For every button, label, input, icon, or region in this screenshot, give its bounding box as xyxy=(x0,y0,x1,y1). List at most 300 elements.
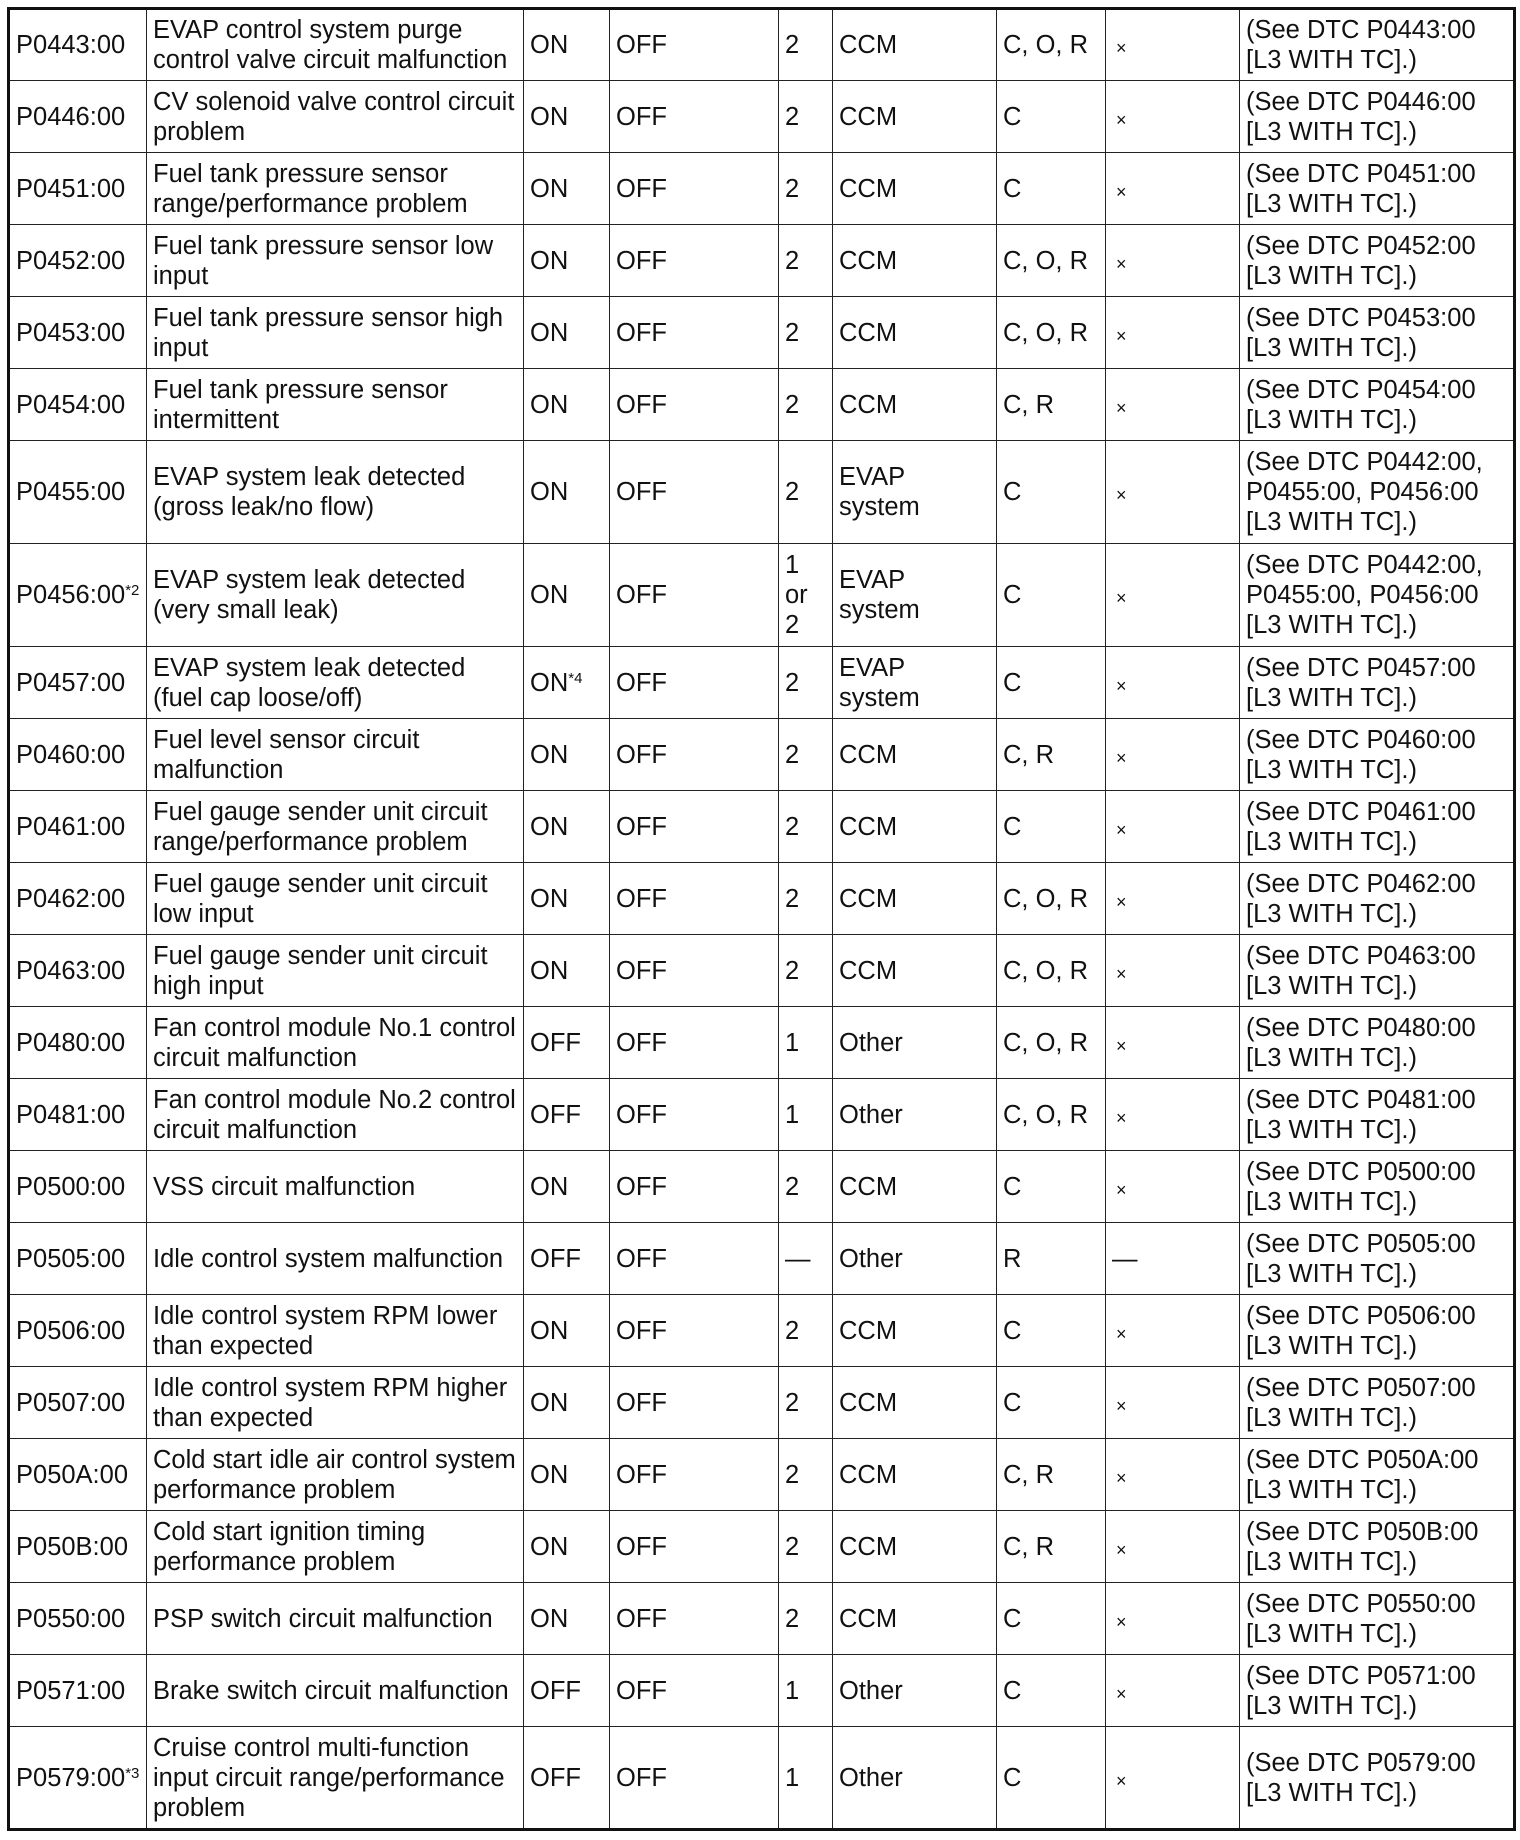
reference-cell xyxy=(1240,9,1515,81)
drive-cycle-line: 2 xyxy=(785,1388,800,1417)
description-line: input xyxy=(153,261,209,290)
monitor-item-cell xyxy=(833,1583,997,1655)
drive-cycle-cell xyxy=(779,1439,833,1511)
status-value: OFF xyxy=(616,174,667,203)
description-cell xyxy=(147,719,524,791)
mil-cell xyxy=(524,81,610,153)
dtc-code: P0451:00 xyxy=(16,174,126,203)
mil-status: OFF xyxy=(530,1244,581,1273)
monitor-item-line: Other xyxy=(839,1028,903,1057)
mil-status: ON xyxy=(530,956,569,985)
applicability-mark: × xyxy=(1116,891,1127,912)
dtc-code-cell xyxy=(9,441,147,544)
description-line: problem xyxy=(153,1793,246,1822)
dtc-type: C, R xyxy=(1003,740,1054,769)
reference-line: (See DTC P0481:00 xyxy=(1246,1085,1476,1114)
table-row xyxy=(9,1655,1515,1727)
description-line: Cold start idle air control system xyxy=(153,1445,516,1474)
applicability-cell xyxy=(1106,1223,1240,1295)
monitor-item-cell xyxy=(833,1079,997,1151)
applicability-mark: × xyxy=(1116,485,1127,505)
dtc-code: P0453:00 xyxy=(16,318,126,347)
drive-cycle-cell xyxy=(779,1295,833,1367)
dtc-type-cell xyxy=(997,1295,1106,1367)
status-cell xyxy=(610,863,779,935)
monitor-item-line: system xyxy=(839,493,920,521)
dtc-code: P0506:00 xyxy=(16,1316,126,1345)
dtc-code-cell xyxy=(9,1511,147,1583)
dtc-code: P0579:00 xyxy=(16,1763,126,1792)
monitor-item-cell xyxy=(833,1439,997,1511)
description-cell xyxy=(147,1583,524,1655)
table-row xyxy=(9,1223,1515,1295)
monitor-item-cell xyxy=(833,369,997,441)
dtc-type-cell xyxy=(997,1583,1106,1655)
monitor-item-cell xyxy=(833,1511,997,1583)
table-row xyxy=(9,225,1515,297)
table-row xyxy=(9,1439,1515,1511)
dtc-code-cell xyxy=(9,544,147,647)
status-cell xyxy=(610,225,779,297)
description-cell xyxy=(147,1151,524,1223)
status-value: OFF xyxy=(616,1460,667,1489)
description-line: Cruise control multi-function xyxy=(153,1733,470,1762)
description-line: Cold start ignition timing xyxy=(153,1517,426,1546)
description-line: intermittent xyxy=(153,405,280,434)
dtc-type: C xyxy=(1003,668,1022,697)
dtc-code-cell xyxy=(9,9,147,81)
status-value: OFF xyxy=(616,318,667,347)
drive-cycle-cell xyxy=(779,863,833,935)
dtc-code-cell xyxy=(9,1367,147,1439)
mil-status: ON xyxy=(530,31,569,59)
reference-cell xyxy=(1240,863,1515,935)
monitor-item-cell xyxy=(833,791,997,863)
table-row xyxy=(9,1511,1515,1583)
mil-status: ON xyxy=(530,174,569,203)
description-line: Fuel gauge sender unit circuit xyxy=(153,941,488,970)
description-line: control valve circuit malfunction xyxy=(153,46,508,74)
table-row xyxy=(9,369,1515,441)
dtc-code-cell xyxy=(9,1295,147,1367)
status-cell xyxy=(610,1511,779,1583)
mil-status: ON xyxy=(530,812,569,841)
drive-cycle-cell xyxy=(779,647,833,719)
applicability-mark: × xyxy=(1116,1395,1127,1416)
footnote-mark: *3 xyxy=(125,1764,140,1782)
dtc-type: C xyxy=(1003,1388,1022,1417)
reference-cell xyxy=(1240,81,1515,153)
description-cell xyxy=(147,225,524,297)
status-cell xyxy=(610,935,779,1007)
dtc-type: C xyxy=(1003,174,1022,203)
mil-status: ON xyxy=(530,740,569,769)
applicability-mark: × xyxy=(1116,675,1127,696)
reference-line: (See DTC P0442:00, xyxy=(1246,551,1483,579)
status-cell xyxy=(610,1079,779,1151)
dtc-type-cell xyxy=(997,1655,1106,1727)
applicability-cell xyxy=(1106,935,1240,1007)
reference-line: [L3 WITH TC].) xyxy=(1246,1187,1417,1216)
mil-status: ON xyxy=(530,478,569,506)
drive-cycle-cell xyxy=(779,369,833,441)
monitor-item-line: CCM xyxy=(839,1460,898,1489)
applicability-mark: × xyxy=(1116,253,1127,274)
table-row xyxy=(9,1079,1515,1151)
applicability-cell xyxy=(1106,225,1240,297)
dtc-type: C, R xyxy=(1003,1460,1054,1489)
description-line: Idle control system RPM lower xyxy=(153,1301,498,1330)
monitor-item-line: Other xyxy=(839,1100,903,1129)
mil-cell xyxy=(524,441,610,544)
status-cell xyxy=(610,1727,779,1830)
dtc-type-cell xyxy=(997,719,1106,791)
description-line: PSP switch circuit malfunction xyxy=(153,1604,493,1633)
status-cell xyxy=(610,1655,779,1727)
description-line: Idle control system malfunction xyxy=(153,1244,504,1273)
mil-cell xyxy=(524,1727,610,1830)
table-row xyxy=(9,791,1515,863)
monitor-item-line: CCM xyxy=(839,740,898,769)
mil-cell xyxy=(524,863,610,935)
table-row xyxy=(9,441,1515,544)
drive-cycle-line: 2 xyxy=(785,668,800,697)
drive-cycle-cell xyxy=(779,1583,833,1655)
reference-line: (See DTC P0579:00 xyxy=(1246,1748,1476,1777)
dtc-code: P0456:00 xyxy=(16,581,126,609)
description-line: Fuel level sensor circuit xyxy=(153,725,420,754)
applicability-mark: × xyxy=(1116,181,1127,202)
dtc-code-cell xyxy=(9,935,147,1007)
reference-line: [L3 WITH TC].) xyxy=(1246,683,1417,712)
reference-line: [L3 WITH TC].) xyxy=(1246,189,1417,218)
reference-cell xyxy=(1240,719,1515,791)
description-line: (very small leak) xyxy=(153,596,339,624)
reference-line: [L3 WITH TC].) xyxy=(1246,333,1417,362)
dtc-type-cell xyxy=(997,1439,1106,1511)
reference-cell xyxy=(1240,1151,1515,1223)
dtc-type-cell xyxy=(997,297,1106,369)
description-line: EVAP control system purge xyxy=(153,16,463,44)
description-line: EVAP system leak detected xyxy=(153,653,466,682)
dtc-code-cell xyxy=(9,1007,147,1079)
dtc-type-cell xyxy=(997,1007,1106,1079)
drive-cycle-cell xyxy=(779,1367,833,1439)
drive-cycle-cell xyxy=(779,153,833,225)
reference-cell xyxy=(1240,791,1515,863)
reference-line: [L3 WITH TC].) xyxy=(1246,899,1417,928)
dtc-type-cell xyxy=(997,1223,1106,1295)
dtc-type: C xyxy=(1003,1763,1022,1792)
reference-cell xyxy=(1240,1007,1515,1079)
dtc-code: P0507:00 xyxy=(16,1388,126,1417)
mil-cell xyxy=(524,1295,610,1367)
applicability-cell xyxy=(1106,544,1240,647)
reference-cell xyxy=(1240,1511,1515,1583)
status-value: OFF xyxy=(616,390,667,419)
description-cell xyxy=(147,1727,524,1830)
mil-status: ON xyxy=(530,581,569,609)
description-cell xyxy=(147,544,524,647)
dtc-type: C xyxy=(1003,102,1022,131)
drive-cycle-cell xyxy=(779,1223,833,1295)
status-value: OFF xyxy=(616,1388,667,1417)
applicability-mark: — xyxy=(1112,1244,1138,1273)
applicability-cell xyxy=(1106,1511,1240,1583)
drive-cycle-cell xyxy=(779,1007,833,1079)
reference-line: (See DTC P050A:00 xyxy=(1246,1445,1479,1474)
drive-cycle-line: 2 xyxy=(785,102,800,131)
monitor-item-line: CCM xyxy=(839,1172,898,1201)
status-value: OFF xyxy=(616,1028,667,1057)
drive-cycle-line: 2 xyxy=(785,1532,800,1561)
drive-cycle-cell xyxy=(779,1727,833,1830)
description-cell xyxy=(147,791,524,863)
applicability-mark: × xyxy=(1116,397,1127,418)
description-cell xyxy=(147,1007,524,1079)
drive-cycle-line: 2 xyxy=(785,1604,800,1633)
monitor-item-cell xyxy=(833,544,997,647)
applicability-mark: × xyxy=(1116,1770,1127,1791)
mil-status: OFF xyxy=(530,1763,581,1792)
drive-cycle-cell xyxy=(779,225,833,297)
drive-cycle-cell xyxy=(779,9,833,81)
drive-cycle-line: 2 xyxy=(785,611,800,639)
status-cell xyxy=(610,544,779,647)
dtc-code: P0454:00 xyxy=(16,390,126,419)
table-row xyxy=(9,1367,1515,1439)
mil-status: ON xyxy=(530,1604,569,1633)
mil-cell xyxy=(524,1367,610,1439)
drive-cycle-line: 2 xyxy=(785,956,800,985)
reference-line: [L3 WITH TC].) xyxy=(1246,827,1417,856)
dtc-type-cell xyxy=(997,935,1106,1007)
status-value: OFF xyxy=(616,956,667,985)
dtc-code: P0505:00 xyxy=(16,1244,126,1273)
dtc-table-body xyxy=(9,9,1515,1830)
description-line: Fuel gauge sender unit circuit xyxy=(153,797,488,826)
drive-cycle-line: 2 xyxy=(785,1316,800,1345)
drive-cycle-line: 1 xyxy=(785,1028,800,1057)
mil-cell xyxy=(524,1079,610,1151)
status-value: OFF xyxy=(616,1172,667,1201)
description-cell xyxy=(147,1655,524,1727)
mil-cell xyxy=(524,544,610,647)
reference-line: [L3 WITH TC].) xyxy=(1246,1778,1417,1807)
drive-cycle-cell xyxy=(779,1079,833,1151)
mil-cell xyxy=(524,1439,610,1511)
mil-cell xyxy=(524,647,610,719)
drive-cycle-cell xyxy=(779,297,833,369)
monitor-item-line: system xyxy=(839,596,920,624)
reference-line: (See DTC P0453:00 xyxy=(1246,303,1476,332)
description-line: Fuel tank pressure sensor low xyxy=(153,231,494,260)
mil-cell xyxy=(524,1007,610,1079)
status-value: OFF xyxy=(616,102,667,131)
applicability-mark: × xyxy=(1116,1467,1127,1488)
description-cell xyxy=(147,1511,524,1583)
applicability-cell xyxy=(1106,791,1240,863)
status-cell xyxy=(610,9,779,81)
reference-cell xyxy=(1240,1223,1515,1295)
monitor-item-line: EVAP xyxy=(839,566,906,594)
description-cell xyxy=(147,441,524,544)
reference-line: (See DTC P0500:00 xyxy=(1246,1157,1476,1186)
monitor-item-line: CCM xyxy=(839,1316,898,1345)
description-line: Fuel tank pressure sensor xyxy=(153,375,448,404)
dtc-type-cell xyxy=(997,1151,1106,1223)
monitor-item-line: Other xyxy=(839,1244,903,1273)
dtc-table xyxy=(7,7,1516,1831)
dtc-code-cell xyxy=(9,1151,147,1223)
description-line: performance problem xyxy=(153,1475,396,1504)
reference-line: (See DTC P0463:00 xyxy=(1246,941,1476,970)
drive-cycle-cell xyxy=(779,81,833,153)
mil-cell xyxy=(524,9,610,81)
dtc-code-cell xyxy=(9,1583,147,1655)
footnote-mark: *4 xyxy=(568,669,583,687)
drive-cycle-line: or xyxy=(785,581,808,609)
status-value: OFF xyxy=(616,1676,667,1705)
description-line: Fuel tank pressure sensor xyxy=(153,159,448,188)
dtc-type-cell xyxy=(997,81,1106,153)
applicability-mark: × xyxy=(1116,1683,1127,1704)
drive-cycle-line: 2 xyxy=(785,246,800,275)
dtc-code-cell xyxy=(9,297,147,369)
monitor-item-cell xyxy=(833,81,997,153)
dtc-code: P0457:00 xyxy=(16,668,126,697)
dtc-code-cell xyxy=(9,153,147,225)
dtc-code-cell xyxy=(9,791,147,863)
mil-status: ON xyxy=(530,246,569,275)
mil-status: ON xyxy=(530,1532,569,1561)
drive-cycle-cell xyxy=(779,1511,833,1583)
reference-line: (See DTC P0457:00 xyxy=(1246,653,1476,682)
applicability-cell xyxy=(1106,1295,1240,1367)
status-value: OFF xyxy=(616,1316,667,1345)
dtc-type: C xyxy=(1003,581,1022,609)
applicability-cell xyxy=(1106,1727,1240,1830)
table-row xyxy=(9,1007,1515,1079)
description-line: circuit malfunction xyxy=(153,1043,358,1072)
dtc-code: P0550:00 xyxy=(16,1604,126,1633)
monitor-item-cell xyxy=(833,1367,997,1439)
description-line: than expected xyxy=(153,1331,314,1360)
table-row xyxy=(9,297,1515,369)
mil-cell xyxy=(524,791,610,863)
monitor-item-cell xyxy=(833,1295,997,1367)
drive-cycle-line: 2 xyxy=(785,478,800,506)
reference-line: [L3 WITH TC].) xyxy=(1246,508,1417,536)
footnote-mark: *2 xyxy=(125,582,140,599)
dtc-code: P0480:00 xyxy=(16,1028,126,1057)
description-line: (fuel cap loose/off) xyxy=(153,683,363,712)
monitor-item-cell xyxy=(833,1223,997,1295)
applicability-mark: × xyxy=(1116,1179,1127,1200)
dtc-type: C, O, R xyxy=(1003,884,1089,913)
dtc-code-cell xyxy=(9,863,147,935)
applicability-mark: × xyxy=(1116,325,1127,346)
mil-cell xyxy=(524,297,610,369)
status-value: OFF xyxy=(616,1532,667,1561)
monitor-item-cell xyxy=(833,297,997,369)
reference-line: [L3 WITH TC].) xyxy=(1246,1619,1417,1648)
status-value: OFF xyxy=(616,884,667,913)
drive-cycle-line: 2 xyxy=(785,31,800,59)
dtc-type-cell xyxy=(997,441,1106,544)
status-cell xyxy=(610,1367,779,1439)
reference-cell xyxy=(1240,153,1515,225)
status-cell xyxy=(610,1151,779,1223)
applicability-cell xyxy=(1106,9,1240,81)
applicability-mark: × xyxy=(1116,963,1127,984)
monitor-item-line: CCM xyxy=(839,318,898,347)
description-cell xyxy=(147,153,524,225)
description-line: Brake switch circuit malfunction xyxy=(153,1676,509,1705)
dtc-code: P0463:00 xyxy=(16,956,126,985)
description-cell xyxy=(147,1295,524,1367)
dtc-type-cell xyxy=(997,647,1106,719)
description-line: Fuel tank pressure sensor high xyxy=(153,303,504,332)
applicability-cell xyxy=(1106,863,1240,935)
description-line: input xyxy=(153,333,209,362)
reference-cell xyxy=(1240,297,1515,369)
monitor-item-cell xyxy=(833,225,997,297)
reference-line: (See DTC P050B:00 xyxy=(1246,1517,1479,1546)
dtc-type: C xyxy=(1003,1604,1022,1633)
reference-line: (See DTC P0451:00 xyxy=(1246,159,1476,188)
reference-line: (See DTC P0506:00 xyxy=(1246,1301,1476,1330)
reference-line: (See DTC P0443:00 xyxy=(1246,16,1476,44)
reference-line: [L3 WITH TC].) xyxy=(1246,755,1417,784)
monitor-item-line: system xyxy=(839,683,920,712)
dtc-type: C, O, R xyxy=(1003,246,1089,275)
dtc-code: P0462:00 xyxy=(16,884,126,913)
applicability-mark: × xyxy=(1116,38,1127,58)
monitor-item-cell xyxy=(833,647,997,719)
table-row xyxy=(9,153,1515,225)
reference-line: (See DTC P0442:00, xyxy=(1246,448,1483,476)
reference-cell xyxy=(1240,647,1515,719)
applicability-cell xyxy=(1106,647,1240,719)
dtc-type: C, O, R xyxy=(1003,31,1089,59)
mil-cell xyxy=(524,1223,610,1295)
status-value: OFF xyxy=(616,812,667,841)
status-cell xyxy=(610,1439,779,1511)
description-cell xyxy=(147,9,524,81)
monitor-item-cell xyxy=(833,441,997,544)
monitor-item-line: EVAP xyxy=(839,653,906,682)
drive-cycle-line: 2 xyxy=(785,740,800,769)
drive-cycle-cell xyxy=(779,1151,833,1223)
dtc-code-cell xyxy=(9,225,147,297)
description-cell xyxy=(147,1079,524,1151)
reference-cell xyxy=(1240,1295,1515,1367)
dtc-type-cell xyxy=(997,153,1106,225)
dtc-type-cell xyxy=(997,369,1106,441)
mil-cell xyxy=(524,1655,610,1727)
reference-line: P0455:00, P0456:00 xyxy=(1246,581,1479,609)
dtc-type-cell xyxy=(997,9,1106,81)
description-line: VSS circuit malfunction xyxy=(153,1172,416,1201)
status-value: OFF xyxy=(616,31,667,59)
drive-cycle-cell xyxy=(779,441,833,544)
drive-cycle-line: 2 xyxy=(785,884,800,913)
mil-status: ON xyxy=(530,1460,569,1489)
dtc-code-cell xyxy=(9,1655,147,1727)
status-value: OFF xyxy=(616,740,667,769)
drive-cycle-line: 2 xyxy=(785,390,800,419)
